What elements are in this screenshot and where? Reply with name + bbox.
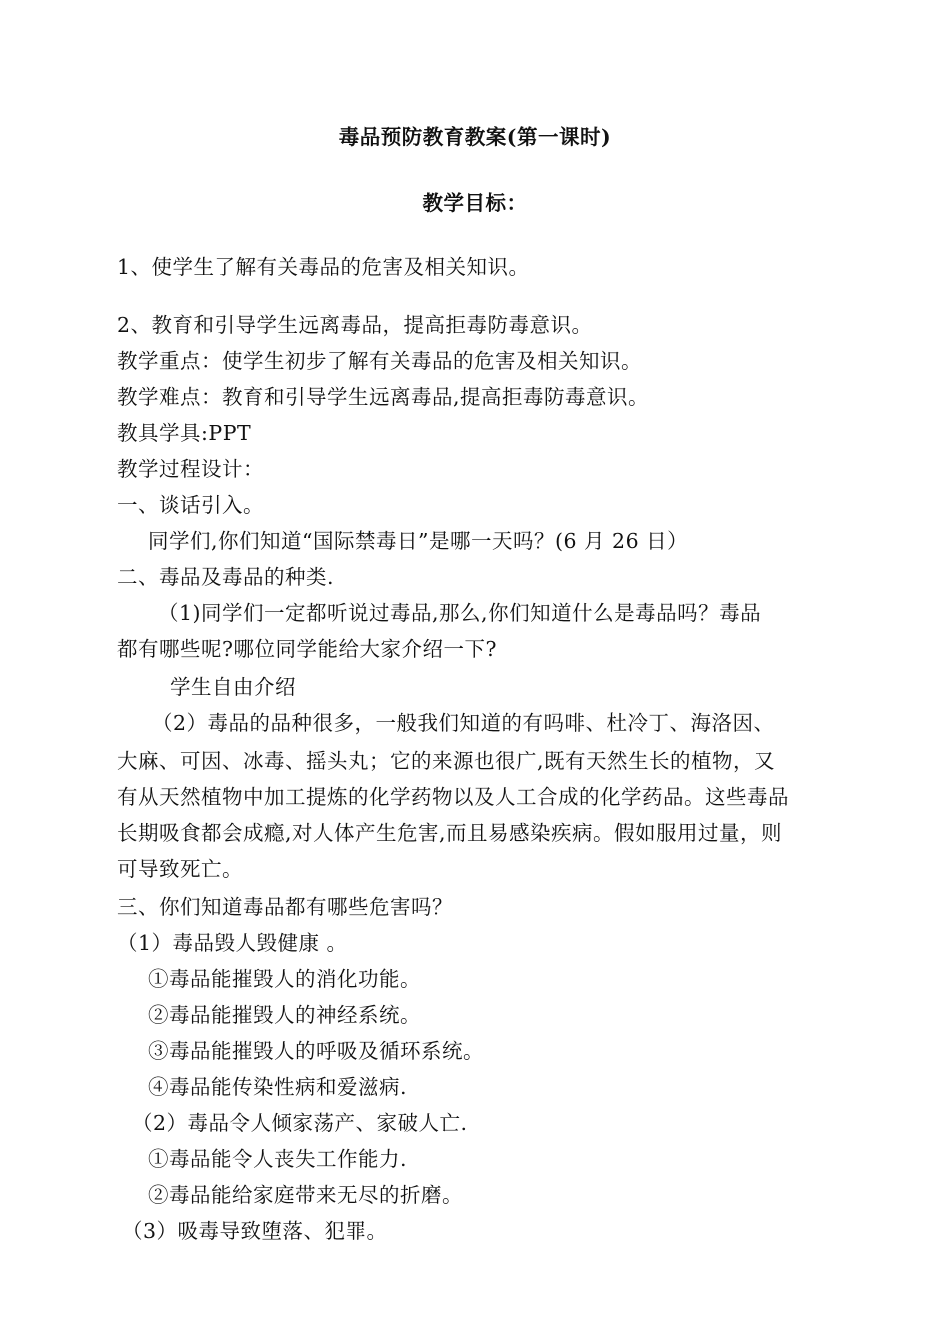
list-item: ①毒品能令人丧失工作能力. bbox=[148, 1147, 408, 1171]
section-heading: 二、毒品及毒品的种类. bbox=[117, 565, 335, 589]
list-item: ②毒品能摧毁人的神经系统。 bbox=[148, 1003, 421, 1027]
section-text: 同学们,你们知道“国际禁毒日”是哪一天吗？(6 月 26 日） bbox=[148, 529, 689, 553]
paragraph-line: 长期吸食都会成瘾,对人体产生危害,而且易感染疾病。假如服用过量，则 bbox=[117, 821, 783, 845]
section-heading: 三、你们知道毒品都有哪些危害吗？ bbox=[117, 895, 453, 919]
teaching-tools: 教具学具:PPT bbox=[117, 421, 252, 445]
paragraph-line: （1)同学们一定都听说过毒品,那么,你们知道什么是毒品吗？毒品 bbox=[158, 601, 762, 625]
section-heading: 一、谈话引入。 bbox=[117, 493, 264, 517]
paragraph-line: 有从天然植物中加工提炼的化学药物以及人工合成的化学药品。这些毒品 bbox=[117, 785, 789, 809]
objective-item: 2、教育和引导学生远离毒品，提高拒毒防毒意识。 bbox=[117, 313, 593, 337]
subsection-heading: （1）毒品毁人毁健康 。 bbox=[117, 931, 348, 955]
paragraph-line: 大麻、可因、冰毒、摇头丸；它的来源也很广,既有天然生长的植物，又 bbox=[117, 749, 776, 773]
objective-item: 1、使学生了解有关毒品的危害及相关知识。 bbox=[117, 255, 530, 279]
process-heading: 教学过程设计： bbox=[117, 457, 264, 481]
paragraph-line: 可导致死亡。 bbox=[117, 857, 243, 881]
list-item: ④毒品能传染性病和爱滋病. bbox=[148, 1075, 408, 1099]
paragraph-line: （2）毒品的品种很多，一般我们知道的有吗啡、杜冷丁、海洛因、 bbox=[152, 711, 775, 735]
objectives-heading: 教学目标： bbox=[422, 191, 528, 215]
subsection-heading: （3）吸毒导致堕落、犯罪。 bbox=[122, 1219, 388, 1243]
list-item: ②毒品能给家庭带来无尽的折磨。 bbox=[148, 1183, 463, 1207]
key-point: 教学重点：使学生初步了解有关毒品的危害及相关知识。 bbox=[117, 349, 642, 373]
list-item: ①毒品能摧毁人的消化功能。 bbox=[148, 967, 421, 991]
list-item: ③毒品能摧毁人的呼吸及循环系统。 bbox=[148, 1039, 484, 1063]
subsection-heading: （2）毒品令人倾家荡产、家破人亡. bbox=[132, 1111, 468, 1135]
student-intro: 学生自由介绍 bbox=[170, 675, 296, 699]
document-title: 毒品预防教育教案(第一课时) bbox=[338, 125, 612, 149]
paragraph-line: 都有哪些呢?哪位同学能给大家介绍一下? bbox=[117, 637, 497, 661]
difficulty: 教学难点：教育和引导学生远离毒品,提高拒毒防毒意识。 bbox=[117, 385, 650, 409]
